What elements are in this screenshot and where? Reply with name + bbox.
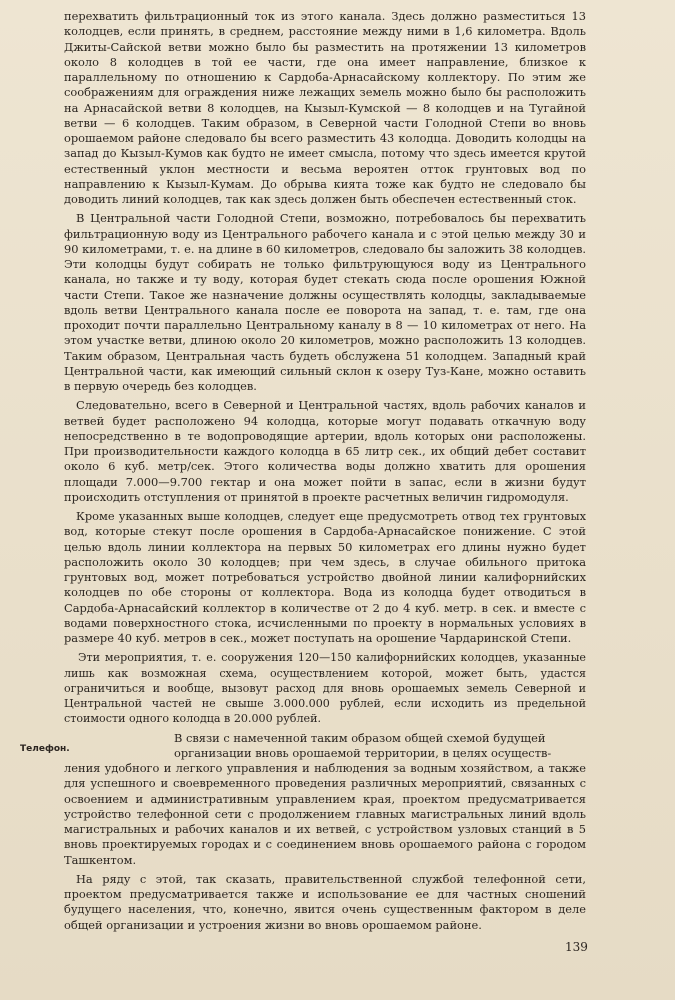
section-rest: ления удобного и легкого управления и наблюдения за водным хозяйством, а также для успешного и своевременного проведения различных мероприятий, связанных с освоением и административным управлением края, проектом предусматривается устройство телефонной сети с продолжением главных магистральных линий вдоль магистральных и рабочих каналов и их ветвей, с устройством узловых станций в 5 вновь проектируемых городах и с соединением вновь орошаемого района с городом Ташкентом. — [64, 761, 586, 867]
body-text — [20, 9, 586, 937]
section-second-line: организации вновь орошаемой территории, в целях осуществ- — [174, 745, 552, 760]
margin-heading: Телефон. — [20, 743, 70, 754]
page-number: 139 — [565, 940, 588, 954]
paragraph-1: перехватить фильтрационный ток из этого канала. Здесь должно разместиться 13 колодцев, если принять, в среднем, расстояние между ними в 1,6 километра. Вдоль Джиты-Сайской ветви можно было бы разместить на протяжении 13 километров около 8 колодцев в той ее части, где она имеет направление, близкое к параллельному по отношению к Сардоба-Арнасайскому коллектору. По этим же соображениям для ограждения ниже лежащих земель можно было бы расположить на Арнасайской ветви 8 колодцев, на Кызыл-Кумской — 8 колодцев и на Тугайной ветви — 6 колодцев. Таким образом, в Северной части Голодной Степи во вновь орошаемом районе следовало бы всего разместить 43 колодца. Доводить колодцы на запад до Кызыл-Кумов как будто не имеет смысла, потому что здесь имеется крутой естественный уклон местности и весьма вероятен отток грунтовых вод по направлению к Кызыл-Кумам. До обрыва кията тоже как будто не следовало бы доводить линий колодцев, так как здесь должен быть обеспечен естественный сток. — [64, 9, 586, 206]
paragraph-2: В Центральной части Голодной Степи, возможно, потребовалось бы перехватить фильтрационную воду из Центрального рабочего канала и с этой целью между 30 и 90 километрами, т. е. на длине в 60 километров, следовало бы заложить 38 колодцев. Эти колодцы будут собирать не только фильтрующуюся воду из Центрального канала, но также и ту воду, которая будет стекать сюда после орошения Южной части Степи. Такое же назначение должны осуществлять колодцы, закладываемые вдоль ветви Центрального канала после ее поворота на запад, т. е. там, где она проходит почти параллельно Центральному каналу в 8 — 10 километрах от него. На этом участке ветви, длиною около 20 километров, можно расположить 13 колодцев. Таким образом, Центральная часть будеть обслужена 51 колодцем. Западный край Центральной части, как имеющий сильный склон к озеру Туз-Кане, можно оставить в первую очередь без колодцев. — [64, 211, 586, 393]
telephone-section — [20, 730, 586, 933]
paragraph-4: Кроме указанных выше колодцев, следует еще предусмотреть отвод тех грунтовых вод, которые стекут после орошения в Сардоба-Арнасайское понижение. С этой целью вдоль линии коллектора на первых 50 километрах его длины нужно будет расположить около 30 колодцев; при чем здесь, в случае обильного притока грунтовых вод, может потребоваться устройство двойной линии калифорнийских колодцев по обе стороны от коллектора. Вода из колодца будет отводиться в Сардоба-Арнасайский коллектор в количестве от 2 до 4 куб. метр. в сек. и вместе с водами поверхностного стока, исчисленными по проекту в нормальных условиях в размере 40 куб. метров в сек., может поступать на орошение Чардаринской Степи. — [64, 509, 586, 645]
section-paragraph — [64, 731, 586, 868]
paragraph-3: Следовательно, всего в Северной и Центральной частях, вдоль рабочих каналов и ветвей будет расположено 94 колодца, которые могут подавать откачную воду непосредственно в те водопроводящие артерии, вдоль которых они расположены. При производительности каждого колодца в 65 литр сек., их общий дебет составит около 6 куб. метр/сек. Этого количества воды должно хватить для орошения площади 7.000—9.700 гектар и она может пойти в запас, если в жизни будут происходить отступления от принятой в проекте расчетных величин гидромодуля. — [64, 398, 586, 504]
paragraph-last: На ряду с этой, так сказать, правительственной службой телефонной сети, проектом предусматривается также и использование ее для частных сношений будущего населения, что, конечно, явится очень существенным фактором в деле общей организации и устроения жизни во вновь орошаемом районе. — [64, 871, 586, 932]
paragraph-5: Эти мероприятия, т. е. сооружения 120—150 калифорнийских колодцев, указанные лишь как возможная схема, осуществлением которой, может быть, удастся ограничиться и вообще, вызовут расход для вновь орошаемых земель Северной и Центральной частей не свыше 3.000.000 рублей, если исходить из предельной стоимости одного колодца в 20.000 рублей. — [64, 651, 586, 726]
section-first-line: В связи с намеченной таким образом общей схемой будущей — [174, 730, 546, 745]
